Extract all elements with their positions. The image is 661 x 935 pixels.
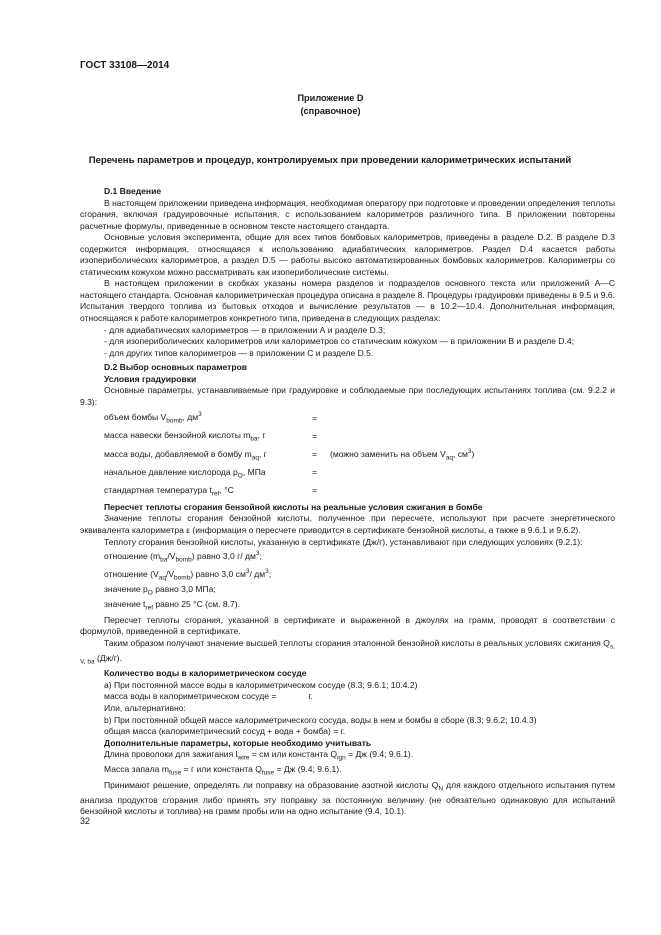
parameter-equals: = (312, 448, 317, 459)
alternative-label: Или, альтернативно: (104, 702, 186, 713)
document-title: Перечень параметров и процедур, контролируемых при проведении калориметрических испытаний (88, 155, 572, 166)
condition-ratio-mass: отношение $(m_{ba}/V_{bomb})$ равно 3,0 г/ $дм^3$; (104, 550, 262, 564)
parameter-row (104, 464, 474, 482)
total-mass-line: общая масса (калориметрический сосуд + вода + бомба) = г. (104, 726, 346, 737)
parameter-row (104, 427, 474, 445)
paragraph: Основные условия эксперимента, общие для всех типов бомбовых калориметров, приведены в разделе D.2. В разделе D.3 содержится информация, относящаяся к использованию адиабатических калориметров. Раздел D.4 касается работы изопериболических калориметров, а раздел D.5 — работы высоко автоматизированных бомбовых калориметров. Калориметры со статическим кожухом можно рассматривать как изопериболические системы. (80, 232, 615, 277)
parameter-note (330, 482, 474, 500)
parameter-label: объем бомбы $V_{bomb}$, $дм^3$ (104, 411, 202, 425)
subheading-recalculation: Пересчет теплоты сгорания бензойной кислоты на реальные условия сжигания в бомбе (104, 501, 483, 512)
parameter-equals: = (312, 430, 317, 441)
parameter-equals: = (312, 485, 317, 496)
subheading-additional-parameters: Дополнительные параметры, которые необходимо учитывать (104, 737, 372, 748)
parameter-equals: = (312, 466, 317, 477)
parameter-label: масса воды, добавляемой в бомбу $m_{aq}$, г (104, 448, 267, 462)
appendix-name: Приложение D (297, 93, 364, 103)
option-a: а) При постоянной массе воды в калориметрическом сосуде (8.3; 9.6.1; 10.4.2) (104, 679, 418, 690)
page-number: 32 (80, 816, 91, 826)
parameter-row (104, 482, 474, 500)
condition-temperature: значение $t_{ref}$ равно 25 °С (см. 8.7). (104, 599, 240, 613)
calibration-parameters-table (104, 409, 474, 499)
subheading-water-amount: Количество воды в калориметрическом сосуде (104, 668, 307, 679)
condition-ratio-volume: отношение $(V_{aq}/V_{bomb})$ равно 3,0 $см^3/$ $дм^3$; (104, 568, 272, 582)
paragraph: Теплоту сгорания бензойной кислоты, указанную в сертификате (Дж/г), устанавливают при следующих условиях (9.2.1): (104, 536, 583, 547)
option-b: b) При постоянной общей массе калориметрического сосуда, воды в нем и бомбы в сборе (8.3; 9.6.2; 10.4.3) (104, 714, 537, 725)
condition-pressure: значение $p_O$ равно 3,0 МПа; (104, 584, 216, 597)
parameter-note (330, 427, 474, 445)
subheading-calibration: Условия градуировки (104, 373, 197, 384)
section-heading-d2: D.2 Выбор основных параметров (104, 362, 248, 373)
paragraph: Принимают решение, определять ли поправку на образование азотной кислоты $Q_N$ для каждого отдельного испытания путем анализа продуктов сгорания либо принять эту поправку за постоянную величину (не обязательно одинаковую для испытаний бензойной кислоты и топлива) на грамм пробы или на одно испытание (9.4, 10.1). (80, 779, 615, 817)
water-mass-line: масса воды в калориметрическом сосуде = г. (104, 691, 313, 702)
paragraph: Таким образом получают значение высшей теплоты сгорания эталонной бензойной кислоты в реальных условиях сжигания $Q_{s, V, ba}$ (Дж/г). (80, 637, 615, 666)
paragraph: Основные параметры, устанавливаемые при градуировке и соблюдаемые при последующих испытаниях топлива (см. 9.2.2 и 9.3): (80, 385, 615, 407)
standard-code: ГОСТ 33108—2014 (80, 60, 170, 71)
fuse-mass-line: Масса запала $m_{fuse} = г$ или константа $Q_{fuse}$ = Дж (9.4; 9.6.1). (104, 764, 342, 778)
list-item: - для адиабатических калориметров — в приложении А и разделе D.3; (104, 324, 386, 335)
paragraph: Пересчет теплоты сгорания, указанной в сертификате и выраженной в джоулях на грамм, проводят в соответствии с формулой, приведенной в сертификате. (80, 614, 615, 637)
list-item: - для других типов калориметров — в приложении С и разделе D.5. (104, 347, 374, 358)
appendix-status: (справочное) (300, 106, 361, 116)
parameter-row (104, 446, 474, 464)
parameter-row (104, 409, 474, 427)
paragraph: В настоящем приложении приведена информация, необходимая оператору при подготовке и проведении определения теплоты сгорания, включая градуировочные испытания, с использованием калориметров различного типа. В приложении повторены расчетные формулы, приведенные в основном тексте настоящего стандарта. (80, 197, 616, 231)
parameter-label: начальное давление кислорода $p_O$, МПа (104, 466, 266, 480)
section-heading-d1: D.1 Введение (104, 186, 162, 196)
parameter-note (330, 464, 474, 482)
paragraph: В настоящем приложении в скобках указаны номера разделов и подразделов основного текста или приложений А—С настоящего стандарта. Основная калориметрическая процедура описана в разделе 8. Процедуры градуировки приведены в 9.5 и 9.6. Испытания твердого топлива из бытовых отходов и вычисление результатов — в 10.2—10.4. Дополнительная информация, относящаяся к работе калориметров конкретного типа, приведена в следующих разделах: (80, 278, 615, 324)
parameter-label: масса навески бензойной кислоты $m_{ba}$, г (104, 430, 266, 444)
parameter-note: (можно заменить на объем $V_{aq}$, $см^3$) (330, 447, 475, 462)
paragraph: Значение теплоты сгорания бензойной кислоты, полученное при пересчете, используют при расчете энергетического эквивалента калориметра ε (информация о пересчете приводится в сертификате бензойной кислоты, а также в 9.6.1 и 9.6.2). (80, 513, 615, 535)
parameter-note (330, 409, 474, 427)
parameter-label: стандартная температура $t_{ref}$, °С (104, 484, 234, 498)
ignition-wire-line: Длина проволоки для зажигания $l_{wire}$ = см или константа $Q_{ign}$ = Дж (9.4; 9.6.1). (104, 749, 414, 762)
parameter-equals: = (312, 412, 317, 423)
document-body (80, 183, 615, 818)
list-item: - для изопериболических калориметров или калориметров со статическим кожухом — в приложении В и разделе D.4; (104, 336, 574, 347)
